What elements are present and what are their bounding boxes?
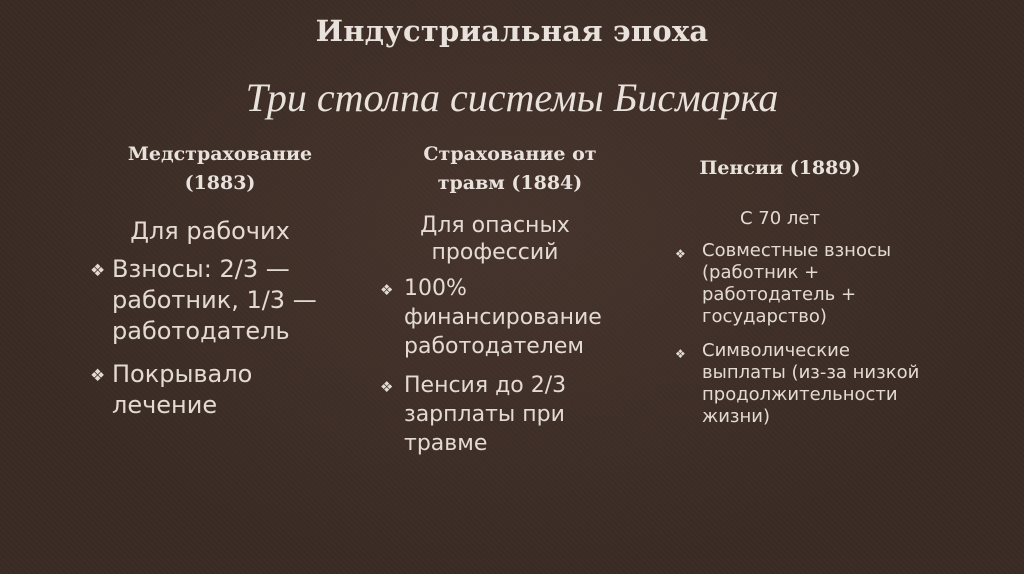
diamond-bullet-icon: ❖ [380,378,394,396]
list-item-text: Покрывало лечение [112,360,253,419]
diamond-bullet-icon: ❖ [380,281,394,299]
column-heading: Страхование от травм (1884) [423,143,597,194]
diamond-bullet-icon: ❖ [675,347,686,361]
column-health-insurance [90,140,350,433]
list-item [90,359,350,421]
list-item-text: Символические выплаты (из-за низкой продолжительности жизни) [702,340,920,427]
list-item-text: 100% финансирование работодателем [404,276,602,359]
list-item [675,240,935,328]
list-item [675,340,935,428]
list-item [380,371,614,458]
slide-subtitle: Три столпа системы Бисмарка [245,75,779,120]
column-injury-insurance [380,140,650,468]
diamond-bullet-icon: ❖ [90,366,106,386]
diamond-bullet-icon: ❖ [90,261,106,281]
bullet-list [380,274,650,458]
column-intro: Для опасных профессий [420,213,570,265]
bullet-list [675,240,935,428]
column-heading: Пенсии (1889) [699,157,861,179]
list-item-text: Взносы: 2/3 — работник, 1/3 — работодатель [112,255,317,345]
list-item-text: Совместные взносы (работник + работодатель + государство) [702,240,892,327]
list-item-text: Пенсия до 2/3 зарплаты при травме [404,373,567,456]
diamond-bullet-icon: ❖ [675,247,686,261]
column-heading: Медстрахование (1883) [127,143,313,194]
list-item [380,274,650,361]
slide-title: Индустриальная эпоха [315,14,709,48]
list-item [90,254,350,347]
bullet-list [90,254,350,421]
column-intro: С 70 лет [740,208,820,229]
column-intro: Для рабочих [130,217,290,245]
column-pensions [675,140,935,440]
